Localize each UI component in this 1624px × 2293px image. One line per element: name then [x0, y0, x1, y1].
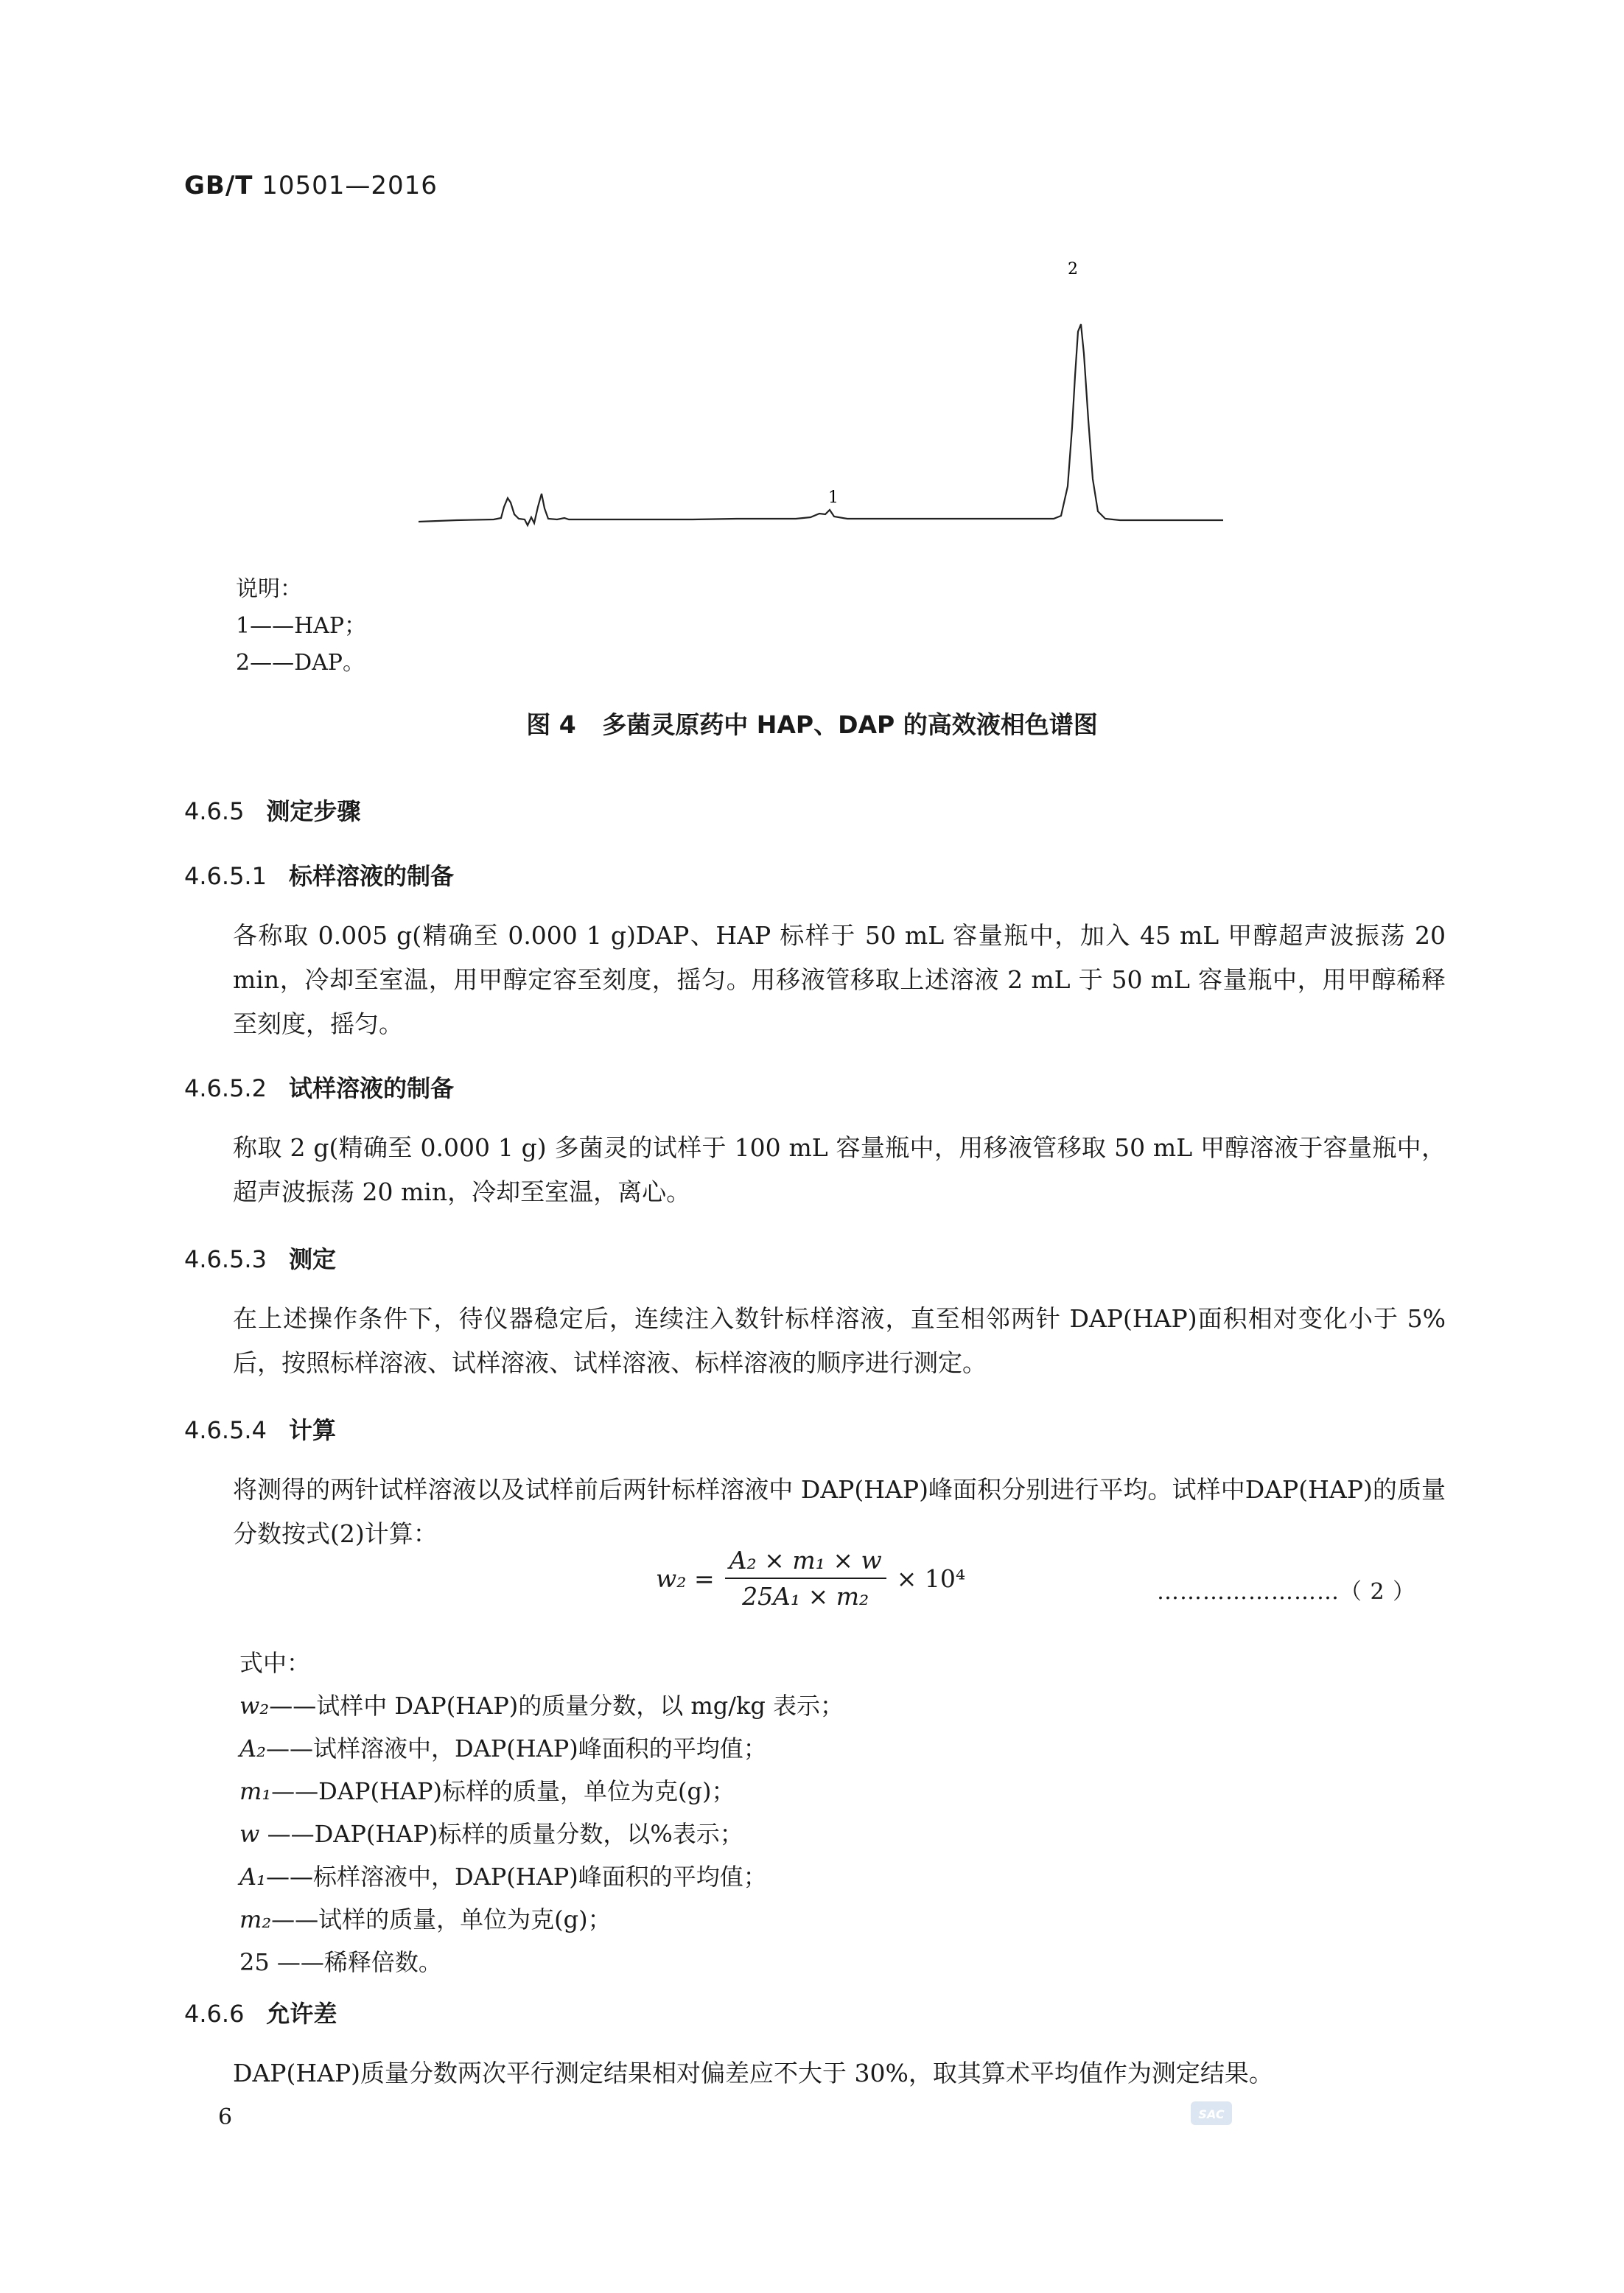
paragraph-determination: 在上述操作条件下，待仪器稳定后，连续注入数针标样溶液，直至相邻两针 DAP(HAP)面积相对变化小于 5%后，按照标样溶液、试样溶液、试样溶液、标样溶液的顺序进行测定。: [233, 1304, 1446, 1377]
peak-label-1: 1: [828, 489, 839, 507]
variable-definitions: [239, 1642, 844, 1984]
heading-4-6-5-2: 4.6.5.2 试样溶液的制备: [184, 1074, 454, 1102]
paragraph-standard-solution: 各称取 0.005 g(精确至 0.000 1 g)DAP、HAP 标样于 50 mL 容量瓶中，加入 45 mL 甲醇超声波振荡 20 min，冷却至室温，用甲醇定容至刻度，摇匀。用移液管移取上述溶液 2 mL 于 50 mL 容量瓶中，用甲醇稀释至刻度，摇匀。: [233, 921, 1446, 1038]
peak-label-2: 2: [1068, 260, 1078, 279]
heading-4-6-5-3: 4.6.5.3 测定: [184, 1245, 336, 1273]
variable-row: w ——DAP(HAP)标样的质量分数，以%表示；: [239, 1820, 743, 1848]
formula-factor: × 10⁴: [896, 1564, 966, 1593]
standard-prefix: GB/T: [184, 171, 253, 200]
chromatogram-figure: [413, 243, 1231, 538]
heading-4-6-5: 4.6.5 测定步骤: [184, 797, 361, 825]
paragraph-tolerance: DAP(HAP)质量分数两次平行测定结果相对偏差应不大于 30%，取其算术平均值作为测定结果。: [233, 2059, 1273, 2087]
figure-caption: [0, 706, 1624, 741]
standard-number: 10501—2016: [262, 171, 438, 200]
formula-lhs: w₂ =: [656, 1564, 715, 1593]
heading-4-6-5-4: 4.6.5.4 计算: [184, 1416, 336, 1444]
sac-logo: [1189, 2098, 1233, 2128]
formula-numerator: A₂ × m₁ × w: [725, 1546, 886, 1579]
formula-fraction: [725, 1546, 886, 1611]
page-number: 6: [218, 2104, 233, 2130]
figure-legend-item-1: 1——HAP；: [236, 613, 367, 639]
svg-text:SAC: SAC: [1198, 2107, 1225, 2121]
variable-row: 25 ——稀释倍数。: [239, 1948, 442, 1976]
formula-denominator: 25A₁ × m₂: [742, 1582, 869, 1611]
paragraph-sample-solution: 称取 2 g(精确至 0.000 1 g) 多菌灵的试样于 100 mL 容量瓶中，用移液管移取 50 mL 甲醇溶液于容量瓶中，超声波振荡 20 min，冷却至室温，离心。: [233, 1133, 1446, 1206]
heading-4-6-5-1: 4.6.5.1 标样溶液的制备: [184, 862, 454, 890]
figure-legend-item-2: 2——DAP。: [236, 650, 365, 676]
paragraph-calculation: 将测得的两针试样溶液以及试样前后两针标样溶液中 DAP(HAP)峰面积分别进行平均。试样中DAP(HAP)的质量分数按式(2)计算：: [233, 1475, 1446, 1548]
figure-title: 多菌灵原药中 HAP、DAP 的高效液相色谱图: [602, 710, 1098, 739]
equation-number: ……………………（ 2 ）: [1157, 1579, 1416, 1605]
figure-legend-title: 说明：: [236, 576, 302, 602]
where-label: 式中：: [239, 1649, 311, 1677]
figure-number: 图 4: [526, 710, 576, 739]
variable-row: m₁——DAP(HAP)标样的质量，单位为克(g)；: [239, 1777, 735, 1805]
heading-4-6-6: 4.6.6 允许差: [184, 2000, 337, 2028]
formula-2: [656, 1546, 965, 1611]
document-code: [184, 171, 438, 200]
variable-row: A₁——标样溶液中，DAP(HAP)峰面积的平均值；: [239, 1863, 767, 1891]
chromatogram-trace: [419, 324, 1223, 525]
variable-row: m₂——试样的质量，单位为克(g)；: [239, 1905, 612, 1933]
variable-row: A₂——试样溶液中，DAP(HAP)峰面积的平均值；: [239, 1734, 767, 1762]
variable-row: w₂——试样中 DAP(HAP)的质量分数，以 mg/kg 表示；: [239, 1692, 844, 1720]
